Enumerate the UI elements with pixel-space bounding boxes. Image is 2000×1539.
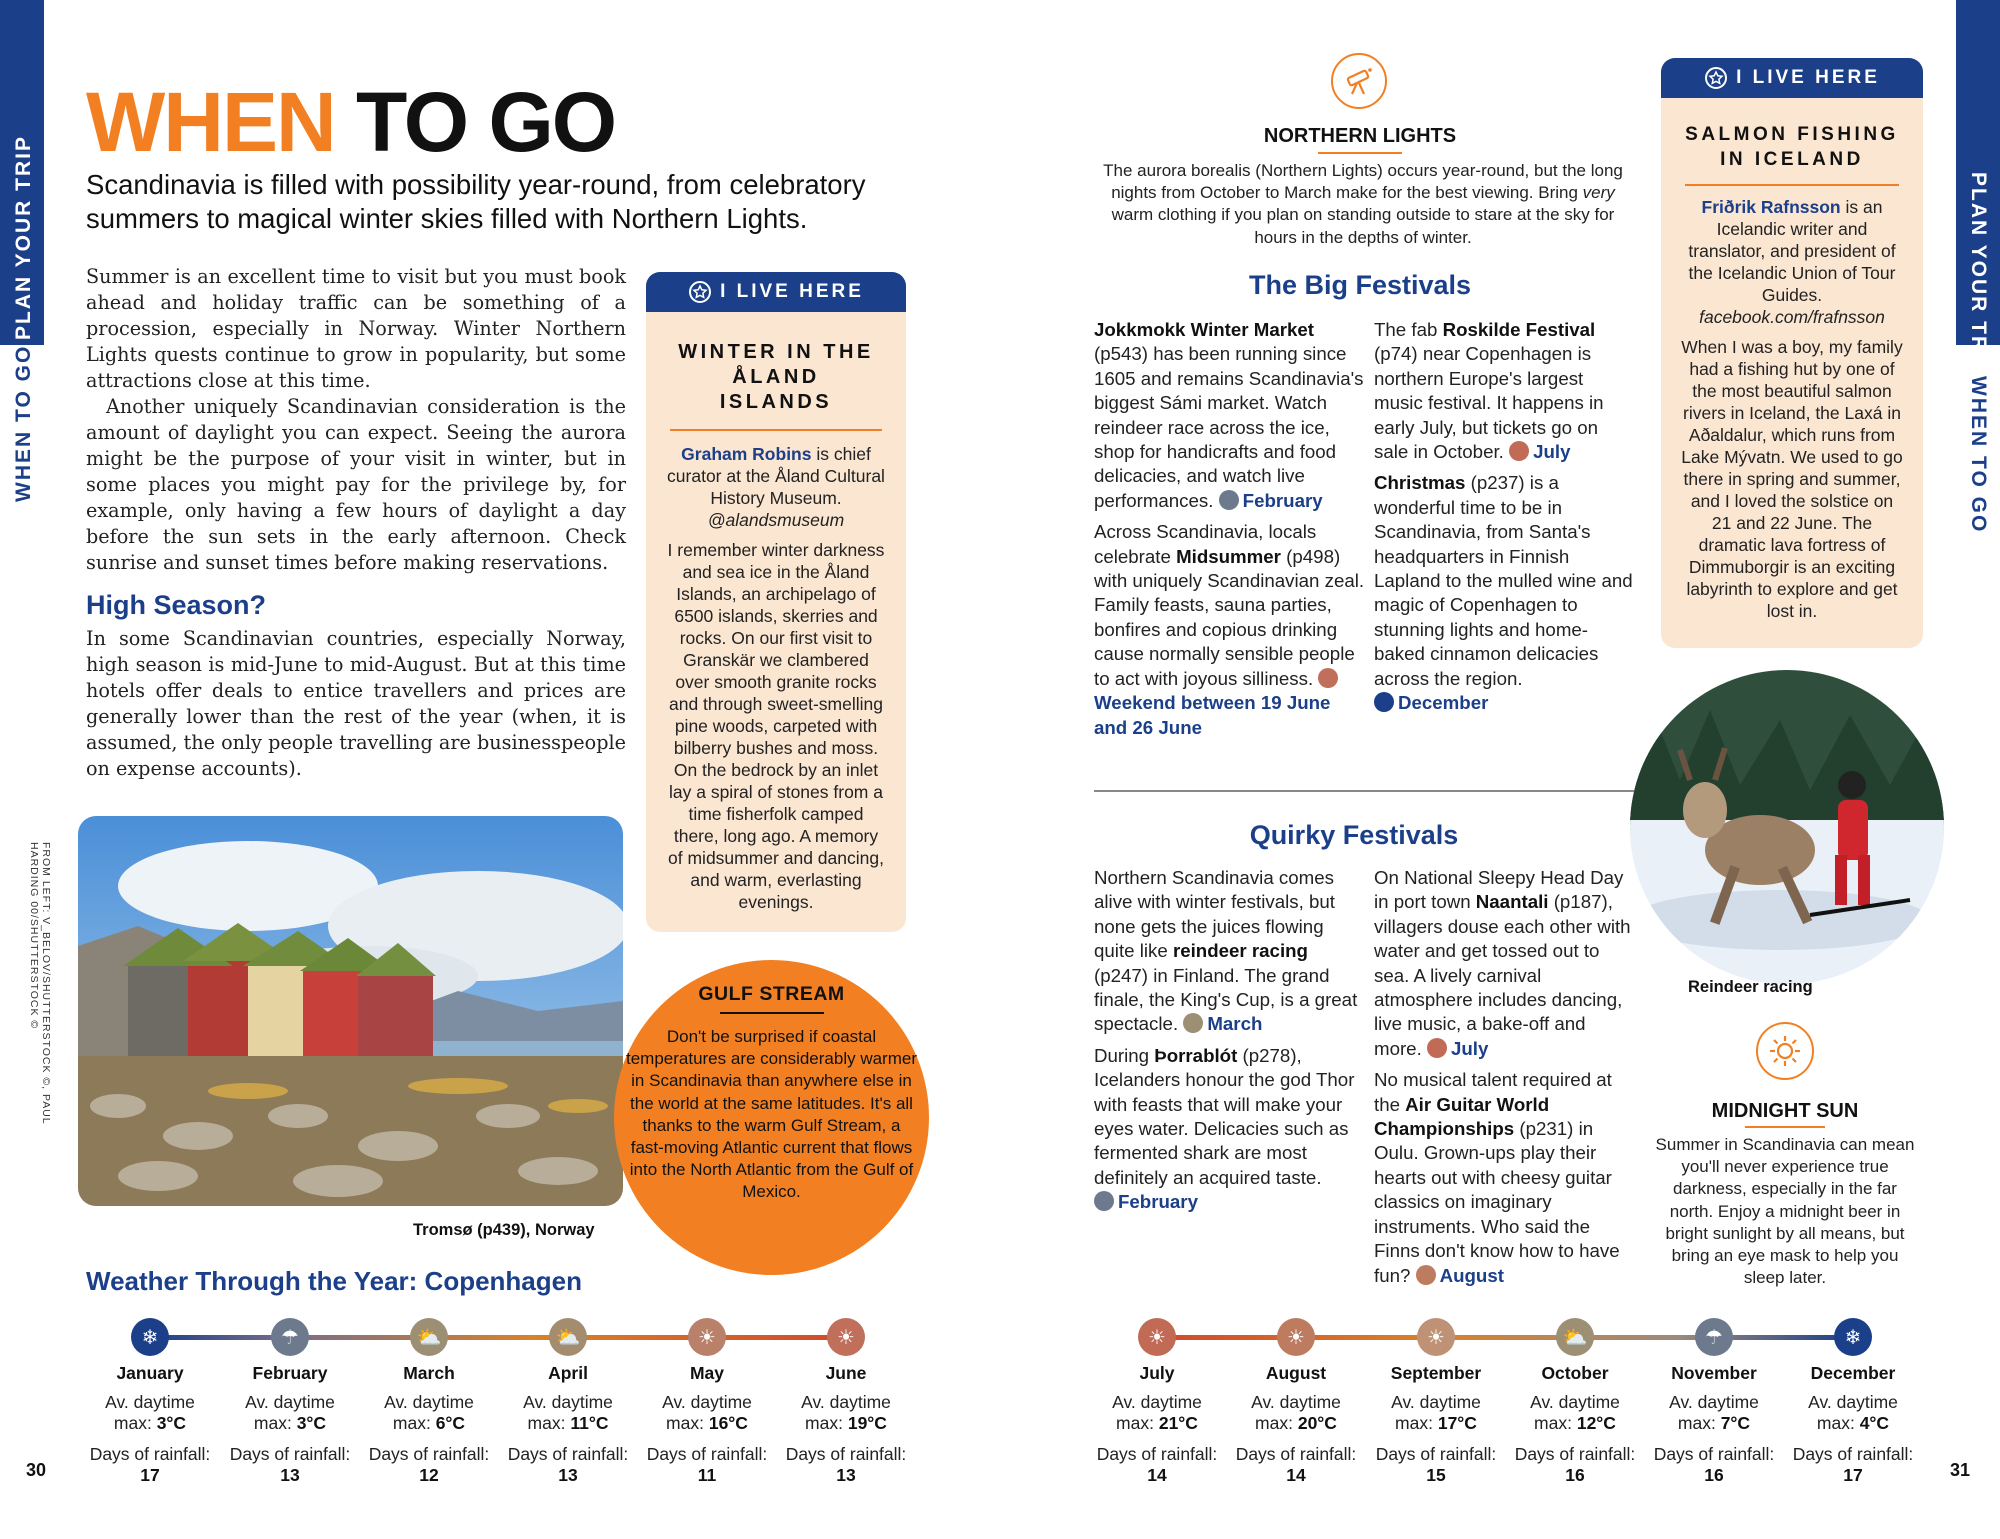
sun-cloud-icon xyxy=(1183,1013,1203,1033)
star-badge-icon xyxy=(1704,66,1728,90)
photo-credit: FROM LEFT: V_BELOV/SHUTTERSTOCK ©, PAUL HARDING 00/SHUTTERSTOCK © xyxy=(28,842,52,1125)
right-sub-label: WHEN TO GO xyxy=(1967,376,1990,534)
sun-icon xyxy=(1416,1265,1436,1285)
page-number-left: 30 xyxy=(26,1460,47,1480)
midnight-rule xyxy=(1745,1126,1825,1128)
live-title: WINTER IN THE ÅLAND ISLANDS xyxy=(678,341,874,413)
sun-cloud-icon: ⛅ xyxy=(549,1318,587,1356)
paragraph: Another uniquely Scandinavian consideration is the amount of daylight you can expect. Seeing the aurora might be the purpose of your visit in winter, but in some places you might pay for the privilege by, for example, only having a few hours of daylight a day before the sun sets in the early afternoon. Check sunrise and sunset times before making reservations. xyxy=(86,395,626,574)
sun-icon: ☀ xyxy=(1417,1318,1455,1356)
festival-sleepy-head: On National Sleepy Head Day in port town Naantali (p187), villagers douse each other with water and get tossed out to sea. A lively carnival atmosphere includes dancing, live music, a bake-off and more. July xyxy=(1374,867,1631,1059)
northern-lights-text: The aurora borealis (Northern Lights) occurs year-round, but the long nights from October to March make for the best viewing. Bring very warm clothing if you plan on standing outside to stare at the sky for hours in the depths of winter. xyxy=(1103,161,1623,247)
month-june xyxy=(781,1363,911,1486)
high-season-text: In some Scandinavian countries, especially Norway, high season is mid-June to mid-August. But at this time hotels offer deals to entice travellers and prices are generally lower than the rest of the year (when, it is assumed, the only people travelling are businesspeople on expense accounts). xyxy=(86,627,626,780)
month-name: October xyxy=(1541,1363,1609,1383)
reindeer-photo xyxy=(1630,670,1944,984)
month-name: December xyxy=(1810,1363,1896,1383)
rain-value: 17 xyxy=(140,1465,160,1485)
quirky-col1 xyxy=(1094,866,1366,1222)
reindeer-caption: Reindeer racing xyxy=(1688,978,1813,996)
month-name: January xyxy=(116,1363,184,1383)
rain-value: 11 xyxy=(697,1465,717,1485)
intro-text: Scandinavia is filled with possibility year-round, from celebratory summers to magical winter skies filled with Northern Lights. xyxy=(86,169,866,234)
month-may xyxy=(642,1363,772,1486)
northern-rule xyxy=(1318,152,1402,154)
snowflake-icon xyxy=(1374,692,1394,712)
month-name: April xyxy=(548,1363,588,1383)
left-tab-label: PLAN YOUR TRIP xyxy=(12,135,35,340)
gulf-rule xyxy=(720,1012,824,1014)
temp-value: max: 21°C xyxy=(1116,1413,1198,1433)
tromso-photo xyxy=(78,816,623,1206)
snowflake-icon xyxy=(1219,490,1239,510)
rain-cloud-icon: ☂ xyxy=(271,1318,309,1356)
weather-timeline-right xyxy=(1158,1335,1853,1340)
month-march xyxy=(364,1363,494,1486)
divider xyxy=(670,429,882,431)
paragraph: Summer is an excellent time to visit but you must book ahead and holiday traffic can be something of a procession, especially in Norway. Winter Northern Lights quests continue to grow in popularity, but some attractions close at this time. xyxy=(86,265,626,392)
month-name: March xyxy=(403,1363,455,1383)
temp-label: Av. daytime xyxy=(523,1392,613,1412)
big-festivals-col1 xyxy=(1094,318,1366,747)
northern-lights-title: NORTHERN LIGHTS xyxy=(1263,125,1457,147)
temp-label: Av. daytime xyxy=(1530,1392,1620,1412)
sun-icon xyxy=(1756,1022,1814,1080)
sun-icon xyxy=(1509,441,1529,461)
big-festivals-col2 xyxy=(1374,318,1636,723)
month-september xyxy=(1371,1363,1501,1486)
sun-icon xyxy=(1427,1038,1447,1058)
sun-icon: ☀ xyxy=(1138,1318,1176,1356)
festival-air-guitar: No musical talent required at the Air Guitar World Championships (p231) in Oulu. Grown-ups play their hearts out with cheesy guitar classics on imaginary instruments. Who said the Finns don't know how to have fun? August xyxy=(1374,1069,1620,1286)
star-badge-icon xyxy=(688,280,712,304)
live-handle: facebook.com/frafnsson xyxy=(1699,307,1885,327)
rain-value: 13 xyxy=(280,1465,300,1485)
i-live-here-iceland xyxy=(1661,58,1923,648)
temp-value: max: 19°C xyxy=(805,1413,887,1433)
sun-icon: ☀ xyxy=(688,1318,726,1356)
rain-label: Days of rainfall: xyxy=(368,1444,490,1464)
temp-value: max: 4°C xyxy=(1816,1413,1890,1433)
sun-icon: ☀ xyxy=(1277,1318,1315,1356)
rain-label: Days of rainfall: xyxy=(1514,1444,1636,1464)
i-live-here-aland xyxy=(646,272,906,932)
big-festivals-heading: The Big Festivals xyxy=(1248,270,1472,300)
month-name: November xyxy=(1671,1363,1757,1383)
live-handle: @alandsmuseum xyxy=(707,510,845,530)
snowflake-icon: ❄ xyxy=(1834,1318,1872,1356)
left-sub-label: WHEN TO GO xyxy=(12,344,35,502)
telescope-icon xyxy=(1331,53,1387,109)
festival-thorrablot: During Þorrablót (p278), Icelanders honour the god Thor with feasts that will make your eyes water. Delicacies such as fermented shark are most definitely an acquired taste. February xyxy=(1094,1044,1355,1213)
rain-label: Days of rainfall: xyxy=(507,1444,629,1464)
live-quote: I remember winter darkness and sea ice in the Åland Islands, an archipelago of 6500 islands, skerries and rocks. On our first visit to Granskär we clambered over smooth granite rocks and through sweet-smelling pine woods, carpeted with bilberry bushes and moss. On the bedrock by an inlet lay a spiral of stones from a time fisherfolk camped there, long ago. A memory of midsummer and dancing, and warm, everlasting evenings. xyxy=(667,540,885,912)
rain-value: 17 xyxy=(1843,1465,1863,1485)
temp-label: Av. daytime xyxy=(1112,1392,1202,1412)
body-text xyxy=(86,264,626,576)
temp-label: Av. daytime xyxy=(1251,1392,1341,1412)
sun-icon: ☀ xyxy=(827,1318,865,1356)
weather-heading: Weather Through the Year: Copenhagen xyxy=(86,1266,582,1296)
rain-value: 15 xyxy=(1426,1465,1446,1485)
festival-roskilde: The fab Roskilde Festival (p74) near Copenhagen is northern Europe's largest music festival. It happens in early July, but tickets go on sale in October. July xyxy=(1374,319,1604,463)
temp-value: max: 17°C xyxy=(1395,1413,1477,1433)
temp-value: max: 3°C xyxy=(253,1413,327,1433)
rain-value: 13 xyxy=(836,1465,856,1485)
rain-cloud-icon: ☂ xyxy=(1695,1318,1733,1356)
rain-label: Days of rainfall: xyxy=(1792,1444,1914,1464)
right-tab-label: PLAN YOUR TRIP xyxy=(1967,172,1990,377)
rain-cloud-icon xyxy=(1094,1191,1114,1211)
rain-label: Days of rainfall: xyxy=(1653,1444,1775,1464)
live-quote: When I was a boy, my family had a fishing hut by one of the most beautiful salmon rivers in Iceland, the Laxá in Aðaldalur, which runs from Lake Mývatn. We used to go there in spring and summer, and I loved the solstice on 21 and 22 June. The dramatic lava fortress of Dimmuborgir is an exciting labyrinth to explore and get lost in. xyxy=(1681,337,1903,621)
rain-value: 16 xyxy=(1565,1465,1585,1485)
rain-label: Days of rainfall: xyxy=(229,1444,351,1464)
temp-value: max: 11°C xyxy=(527,1413,609,1433)
rain-value: 14 xyxy=(1147,1465,1167,1485)
sun-icon xyxy=(1318,668,1338,688)
page-title: WHEN TO GO xyxy=(86,75,616,169)
quirky-col2 xyxy=(1374,866,1636,1295)
midnight-sun-title: MIDNIGHT SUN xyxy=(1711,1100,1859,1122)
live-bio: Friðrik Rafnsson is an Icelandic writer and translator, and president of the Icelandic Union of Tour Guides. xyxy=(1688,197,1896,305)
midnight-sun-text: Summer in Scandinavia can mean you'll never experience true darkness, especially in the far north. Enjoy a midnight beer in bright sunlight by all means, but bring an eye mask to help you sleep later. xyxy=(1655,1135,1915,1288)
festival-reindeer-racing: Northern Scandinavia comes alive with winter festivals, but none gets the juices flowing quite like reindeer racing (p247) in Finland. The grand finale, the King's Cup, is a great spectacle. March xyxy=(1094,867,1358,1035)
month-april xyxy=(503,1363,633,1486)
rain-value: 14 xyxy=(1286,1465,1306,1485)
temp-value: max: 3°C xyxy=(113,1413,187,1433)
temp-label: Av. daytime xyxy=(1808,1392,1898,1412)
weather-timeline-left xyxy=(150,1335,845,1340)
temp-label: Av. daytime xyxy=(1669,1392,1759,1412)
quirky-festivals-heading: Quirky Festivals xyxy=(1249,820,1459,850)
tromso-caption: Tromsø (p439), Norway xyxy=(413,1221,595,1239)
live-title: SALMON FISHING IN ICELAND xyxy=(1685,124,1899,170)
rain-label: Days of rainfall: xyxy=(1235,1444,1357,1464)
rain-value: 13 xyxy=(558,1465,578,1485)
snowflake-icon: ❄ xyxy=(131,1318,169,1356)
temp-label: Av. daytime xyxy=(1391,1392,1481,1412)
temp-value: max: 12°C xyxy=(1534,1413,1616,1433)
temp-value: max: 16°C xyxy=(666,1413,748,1433)
festival-midsummer: Across Scandinavia, locals celebrate Midsummer (p498) with uniquely Scandinavian zeal. Family feasts, sauna parties, bonfires and copious drinking cause normally sensible people to act with joyous silliness. Weekend between 19 June and 26 June xyxy=(1094,521,1365,738)
month-august xyxy=(1231,1363,1361,1486)
gulf-stream-title: GULF STREAM xyxy=(698,983,845,1005)
rain-label: Days of rainfall: xyxy=(1096,1444,1218,1464)
sun-cloud-icon: ⛅ xyxy=(410,1318,448,1356)
live-header: I LIVE HERE xyxy=(646,272,906,312)
festival-jokkmokk: Jokkmokk Winter Market (p543) has been running since 1605 and remains Scandinavia's biggest Sámi market. Watch reindeer race across the ice, shop for handicrafts and food delicacies, and watch live performances. February xyxy=(1094,319,1364,511)
month-october xyxy=(1510,1363,1640,1486)
month-name: February xyxy=(252,1363,328,1383)
month-february xyxy=(225,1363,355,1486)
rain-label: Days of rainfall: xyxy=(646,1444,768,1464)
temp-label: Av. daytime xyxy=(384,1392,474,1412)
gulf-stream-text: Don't be surprised if coastal temperatures are considerably warmer in Scandinavia than anywhere else in the world at the same latitudes. It's all thanks to the warm Gulf Stream, a fast-moving Atlantic current that flows into the North Atlantic from the Gulf of Mexico. xyxy=(625,1027,917,1202)
rain-value: 12 xyxy=(419,1465,439,1485)
month-july xyxy=(1092,1363,1222,1486)
month-name: June xyxy=(825,1363,867,1383)
month-january xyxy=(85,1363,215,1486)
page-number-right: 31 xyxy=(1950,1460,1971,1480)
month-name: August xyxy=(1265,1363,1327,1383)
month-november xyxy=(1649,1363,1779,1486)
festival-christmas: Christmas (p237) is a wonderful time to be in Scandinavia, from Santa's headquarters in Finnish Lapland to the mulled wine and magic of Copenhagen to stunning lights and home-baked cinnamon delicacies across the region. December xyxy=(1374,472,1633,714)
sun-cloud-icon: ⛅ xyxy=(1556,1318,1594,1356)
temp-label: Av. daytime xyxy=(245,1392,335,1412)
temp-label: Av. daytime xyxy=(662,1392,752,1412)
month-name: May xyxy=(689,1363,725,1383)
month-name: July xyxy=(1139,1363,1175,1383)
month-name: September xyxy=(1390,1363,1482,1383)
month-december xyxy=(1788,1363,1918,1486)
temp-label: Av. daytime xyxy=(105,1392,195,1412)
section-divider xyxy=(1094,790,1634,792)
live-bio: Graham Robins is chief curator at the Åland Cultural History Museum. xyxy=(667,444,885,508)
rain-label: Days of rainfall: xyxy=(785,1444,907,1464)
divider xyxy=(1685,184,1899,186)
rain-label: Days of rainfall: xyxy=(1375,1444,1497,1464)
temp-label: Av. daytime xyxy=(801,1392,891,1412)
live-header: I LIVE HERE xyxy=(1661,58,1923,98)
temp-value: max: 7°C xyxy=(1677,1413,1751,1433)
rain-value: 16 xyxy=(1704,1465,1724,1485)
rain-label: Days of rainfall: xyxy=(89,1444,211,1464)
temp-value: max: 6°C xyxy=(392,1413,466,1433)
high-season-heading: High Season? xyxy=(86,590,267,620)
temp-value: max: 20°C xyxy=(1255,1413,1337,1433)
